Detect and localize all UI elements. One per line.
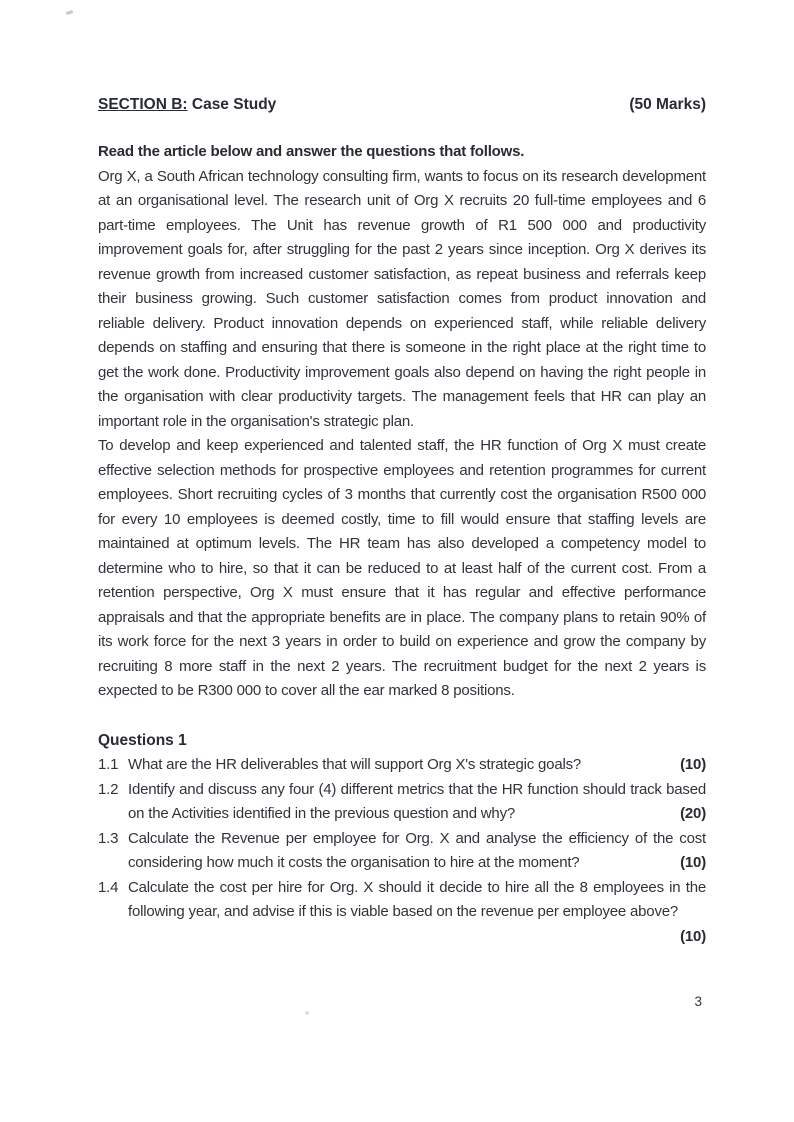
question-item-1-4 xyxy=(98,876,706,950)
question-marks: (10) xyxy=(680,756,706,773)
question-marks: (10) xyxy=(680,927,706,945)
question-number: 1.4 xyxy=(98,878,119,896)
question-body xyxy=(128,827,706,876)
question-body xyxy=(128,778,706,827)
question-body xyxy=(128,876,706,950)
question-item-1-2 xyxy=(98,778,706,827)
section-marks: (50 Marks) xyxy=(629,96,706,113)
question-text: Calculate the Revenue per employee for Org. X and analyse the efficiency of the cost considering how much it costs the organisation to hire at the moment? xyxy=(128,829,706,871)
question-marks: (10) xyxy=(680,854,706,871)
question-text: Calculate the cost per hire for Org. X should it decide to hire all the 8 employees in the following year, and advise if this is viable based on the revenue per employee above? xyxy=(128,878,706,920)
article-paragraph-2: To develop and keep experienced and talented staff, the HR function of Org X must create effective selection methods for prospective employees and retention programmes for current employees. Short recruiting cycles of 3 months that currently cost the organisation R500 000 for every 10 employees is deemed costly, time to fill would ensure that staffing levels are maintained at optimum levels. The HR team has also developed a competency model to determine who to hire, so that it can be reduced to at least half of the current cost. From a retention perspective, Org X must ensure that it has regular and effective performance appraisals and that the appropriate benefits are in place. The company plans to retain 90% of its work force for the next 3 years in order to build on experience and grow the company by recruiting 8 more staff in the next 2 years. The recruitment budget for the next 2 years is expected to be R300 000 to cover all the ear marked 8 positions. xyxy=(98,437,706,699)
question-text: What are the HR deliverables that will support Org X's strategic goals? xyxy=(128,756,582,773)
question-number: 1.1 xyxy=(98,756,119,773)
section-title: Case Study xyxy=(191,96,277,113)
question-number: 1.3 xyxy=(98,829,119,847)
question-marks: (20) xyxy=(680,805,706,822)
section-header xyxy=(98,96,706,114)
page-content xyxy=(98,96,706,949)
scan-artifact-bottom xyxy=(305,1011,309,1015)
question-body xyxy=(128,753,706,778)
question-item-1-3 xyxy=(98,827,706,876)
section-label: SECTION B: xyxy=(98,96,188,113)
question-number: 1.2 xyxy=(98,780,119,798)
question-text: Identify and discuss any four (4) different metrics that the HR function should track based on the Activities identified in the previous question and why? xyxy=(128,780,706,822)
page-number: 3 xyxy=(694,994,702,1009)
article-paragraph-1: Org X, a South African technology consulting firm, wants to focus on its research development at an organisational level. The research unit of Org X recruits 20 full-time employees and 6 part-time employees. The Unit has revenue growth of R1 500 000 and productivity improvement goals for, after struggling for the past 2 years since inception. Org X derives its revenue growth from increased customer satisfaction, as repeat business and referrals keep their business growing. Such customer satisfaction comes from product innovation and reliable delivery. Product innovation depends on experienced staff, while reliable delivery depends on staffing and ensuring that there is someone in the right place at the right time to get the work done. Productivity improvement goals also depend on having the right people in the organisation with clear productivity targets. The management feels that HR can play an important role in the organisation's strategic plan. xyxy=(98,167,706,430)
questions-heading: Questions 1 xyxy=(98,731,187,749)
question-item-1-1 xyxy=(98,753,706,778)
section-title-group xyxy=(98,96,276,114)
intro-line: Read the article below and answer the questions that follows. xyxy=(98,143,525,160)
scan-artifact-top xyxy=(66,10,74,15)
